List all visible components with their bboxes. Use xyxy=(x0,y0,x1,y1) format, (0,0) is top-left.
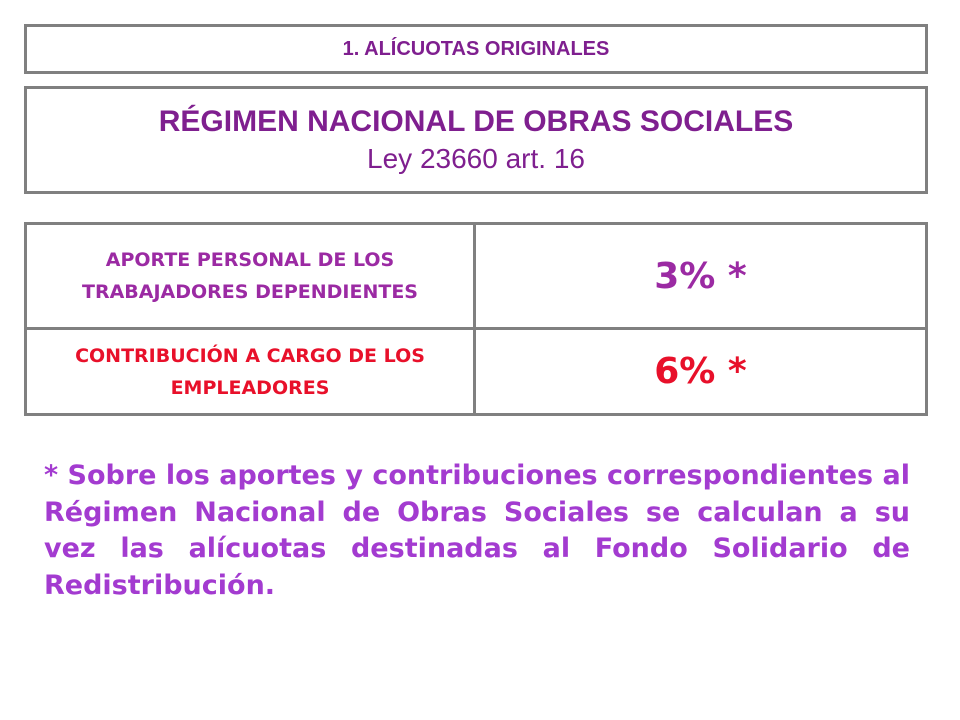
regime-box xyxy=(24,86,928,194)
section-title: 1. ALÍCUOTAS ORIGINALES xyxy=(342,37,610,60)
personal-contribution-value: 3% * xyxy=(476,225,925,330)
footnote: * Sobre los aportes y contribuciones correspondientes al Régimen Nacional de Obras Sociales se calculan a su vez las alícuotas destinadas al Fondo Solidario de Redistribución. xyxy=(44,460,910,601)
personal-contribution-label: APORTE PERSONAL DE LOS TRABAJADORES DEPENDIENTES xyxy=(27,225,476,330)
employer-contribution-label: CONTRIBUCIÓN A CARGO DE LOS EMPLEADORES xyxy=(27,330,476,413)
regime-law: Ley 23660 art. 16 xyxy=(367,143,585,174)
rates-table xyxy=(24,222,928,416)
section-header xyxy=(24,24,928,74)
employer-contribution-value: 6% * xyxy=(654,351,747,392)
regime-title: RÉGIMEN NACIONAL DE OBRAS SOCIALES xyxy=(158,105,794,138)
